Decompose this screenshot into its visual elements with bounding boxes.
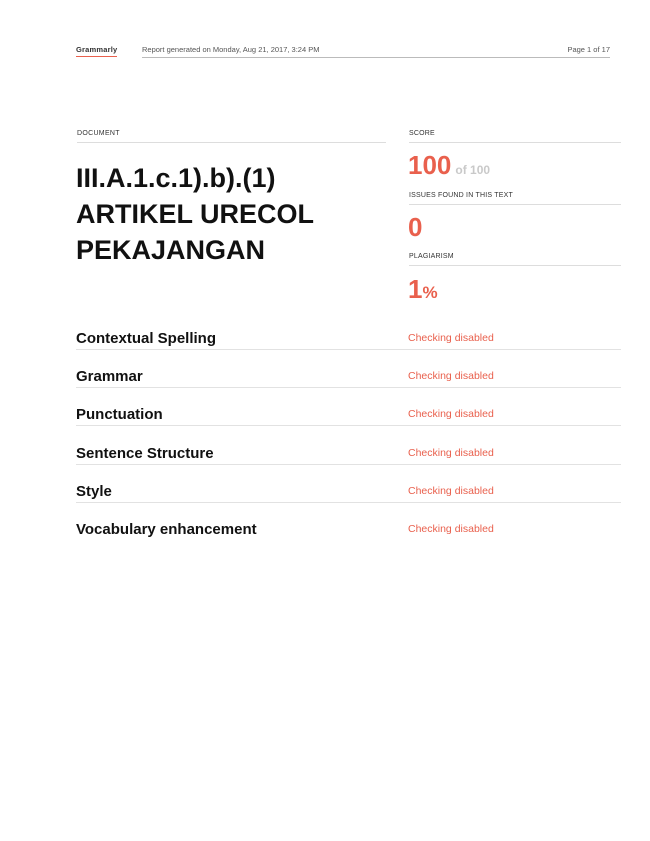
document-title-line: III.A.1.c.1).b).(1) xyxy=(76,163,276,193)
report-header xyxy=(76,44,610,57)
check-name: Sentence Structure xyxy=(76,445,214,462)
score-value: 100 xyxy=(408,150,452,180)
score-value-group xyxy=(408,150,490,181)
issues-label: ISSUES FOUND IN THIS TEXT xyxy=(409,192,621,205)
check-row-vocabulary-enhancement xyxy=(76,518,621,540)
issues-value: 0 xyxy=(408,212,423,242)
score-label: SCORE xyxy=(409,130,621,143)
check-row-punctuation xyxy=(76,403,621,426)
page-number: Page 1 of 17 xyxy=(567,45,610,54)
check-row-contextual-spelling xyxy=(76,327,621,350)
check-name: Punctuation xyxy=(76,406,163,423)
check-status: Checking disabled xyxy=(408,408,494,420)
document-label: DOCUMENT xyxy=(77,130,386,143)
document-title-line: ARTIKEL URECOL xyxy=(76,199,315,229)
check-status: Checking disabled xyxy=(408,485,494,497)
check-name: Contextual Spelling xyxy=(76,330,217,347)
brand-logo: Grammarly xyxy=(76,45,117,57)
check-row-grammar xyxy=(76,365,621,388)
check-status: Checking disabled xyxy=(408,523,494,535)
check-status: Checking disabled xyxy=(408,332,494,344)
check-name: Vocabulary enhancement xyxy=(76,521,257,538)
check-status: Checking disabled xyxy=(408,370,494,382)
check-row-sentence-structure xyxy=(76,442,621,465)
document-title-line: PEKAJANGAN xyxy=(76,235,266,265)
score-of: of 100 xyxy=(455,163,491,177)
check-row-style xyxy=(76,480,621,503)
check-name: Grammar xyxy=(76,368,143,385)
plagiarism-value-group xyxy=(408,274,438,305)
check-name: Style xyxy=(76,483,112,500)
plagiarism-value: 1 xyxy=(408,274,423,304)
plagiarism-unit: % xyxy=(422,283,438,302)
report-generated-text: Report generated on Monday, Aug 21, 2017, 3:24 PM xyxy=(142,45,610,58)
check-status: Checking disabled xyxy=(408,447,494,459)
plagiarism-label: PLAGIARISM xyxy=(409,253,621,266)
document-title xyxy=(76,160,376,268)
